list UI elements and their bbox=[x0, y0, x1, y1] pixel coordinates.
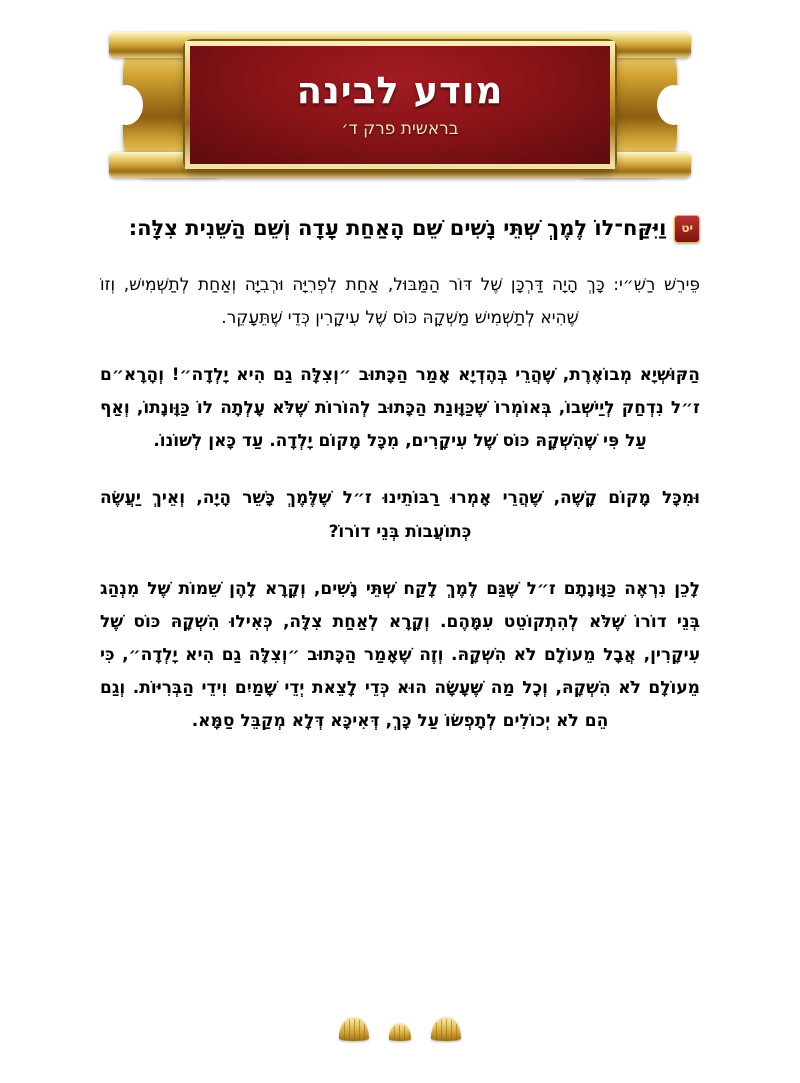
commentary-paragraph-2: הַקּוּשְׁיָא מְבוֹאֶרֶת, שֶׁהֲרֵי בְּהֶדְיָא אָמַר הַכָּתוּב ״וְצִלָּה גַם הִיא יָלְדָה״! וְהָרָא״ם ז״ל נִדְחַק לְיַישְּׁבוֹ, בְּאוֹמְרוֹ שֶׁכַּוָּונַת הַכָּתוּב לְהוֹרוֹת שֶׁלֹּא עָלְתָה לוֹ כַּוָּונָתוֹ, וְאַף עַל פִּי שֶׁהִשְׁקָהּ כּוֹס שֶׁל עִיקָרִים, מִכָּל מָקוֹם יָלְדָה. עַד כָּאן לְשׁוֹנוֹ. bbox=[100, 365, 700, 452]
document-body bbox=[100, 210, 700, 738]
shell-ornament-icon bbox=[339, 1017, 369, 1041]
page-title: מודע לבינה bbox=[296, 68, 504, 112]
verse-number-badge: יט bbox=[674, 215, 700, 243]
commentary-paragraph-3: וּמִכָּל מָקוֹם קָשֶׁה, שֶׁהֲרֵי אָמְרוּ רַבּוֹתֵינוּ ז״ל שֶׁלֶּמֶךְ כָּשֵׁר הָיָה, וְאֵיךְ יַעֲשֶׂה כְּתוֹעֲבוֹת בְּנֵי דוֹרוֹ? bbox=[100, 488, 700, 542]
commentary-paragraph-4: לָכֵן נִרְאֶה כַּוָּונָתָם ז״ל שֶׁגַּם לֶמֶךְ לָקַח שְׁתֵּי נָשִׁים, וְקָרָא לָהֶן שֵׁמוֹת שֶׁל מִנְהַג בְּנֵי דוֹרוֹ שֶׁלֹּא לְהִתְקוֹטֵט עִמָּהֶם. וְקָרָא לְאַחַת צִלָּה, כְּאִילוּ הִשְׁקָהּ כּוֹס שֶׁל עִיקָרִין, אֲבָל מֵעוֹלָם לֹא הִשְׁקָהּ. וְזֶה שֶׁאָמַר הַכָּתוּב ״וְצִלָּה גַם הִיא יָלְדָה״, כִּי מֵעוֹלָם לֹא הִשְׁקָהּ, וְכָל מַה שֶּׁעָשָׂה הוּא כְּדֵי לָצֵאת יְדֵי שָׁמַיִם וִידֵי הַבְּרִיּוֹת. וְגַם הֵם לֹא יְכוֹלִים לְתָפְשׂוֹ עַל כָּךְ, דְּאִיכָּא דְּלָא מְקַבֵּל סַמָּא. bbox=[100, 578, 700, 732]
footer-ornaments bbox=[0, 1017, 800, 1041]
page-subtitle: בראשית פרק ד׳ bbox=[341, 119, 459, 140]
verse-line bbox=[100, 210, 700, 247]
banner-plate bbox=[185, 41, 615, 169]
shell-ornament-icon bbox=[431, 1017, 461, 1041]
shell-ornament-icon bbox=[389, 1023, 411, 1041]
title-banner bbox=[185, 30, 615, 180]
commentary-paragraph-1: פֵּירֵשׁ רַשִׁ״י: כָּךְ הָיָה דַּרְכָּן שֶׁל דּוֹר הַמַּבּוּל, אַחַת לִפְרִיָּה וּרְבִיָּה וְאַחַת לְתַשְׁמִישׁ, וְזוֹ שֶׁהִיא לְתַשְׁמִישׁ מַשְׁקָהּ כּוֹס שֶׁל עִיקָרִין כְּדֵי שֶׁתֵּעָקֵר. bbox=[100, 274, 700, 328]
page-header bbox=[0, 0, 800, 210]
verse-text: וַיִּקַּח־לוֹ לֶמֶךְ שְׁתֵּי נָשִׁים שֵׁם הָאַחַת עָדָה וְשֵׁם הַשֵּׁנִית צִלָּה: bbox=[128, 216, 667, 240]
